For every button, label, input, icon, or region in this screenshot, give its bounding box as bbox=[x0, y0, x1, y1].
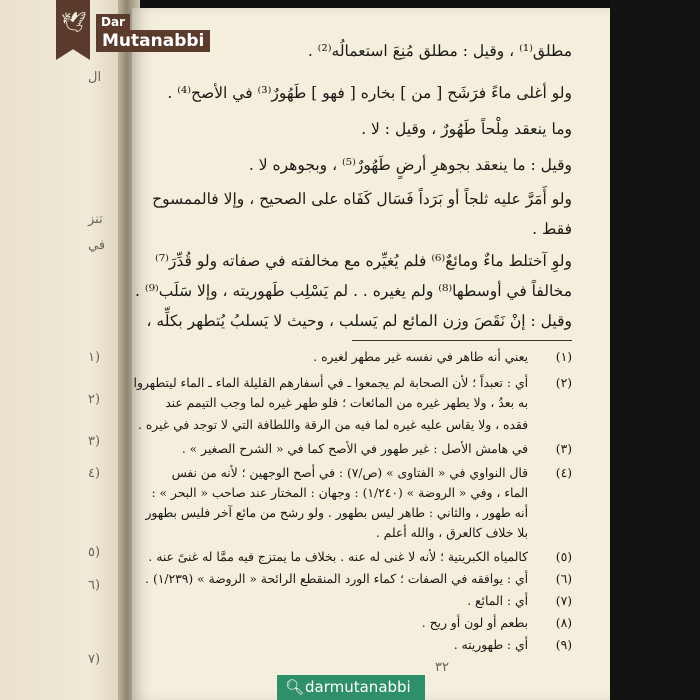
footnote-number: (٥) bbox=[555, 550, 572, 564]
footnote-number: (٧) bbox=[555, 594, 572, 608]
margin-fragment: (٥ bbox=[88, 545, 101, 560]
footnote-text: في هامش الأصل : غير طهور في الأصح كما في « الشرح الصغير » . bbox=[181, 442, 528, 456]
margin-fragment: في bbox=[88, 238, 106, 253]
facing-page bbox=[0, 0, 128, 700]
page-number: ٣٢ bbox=[435, 660, 449, 675]
search-icon: 🔍︎ bbox=[285, 678, 305, 696]
footnote-text: يعني أنه طاهر في نفسه غير مطهر لغيره . bbox=[313, 350, 528, 364]
margin-fragment: (٤ bbox=[88, 466, 101, 481]
margin-fragment: (١ bbox=[88, 350, 101, 365]
footnote-text: أي : طهوريته . bbox=[453, 638, 528, 652]
footnote-number: (٤) bbox=[555, 466, 572, 480]
margin-fragment: ال bbox=[88, 70, 102, 85]
footnote-continuation: به بعدُ ، ولا يطهر غيره من المائعات ؛ فلو طهر غيره لما وجب التيمم عند bbox=[165, 396, 528, 410]
footnote-number: (٢) bbox=[555, 376, 572, 390]
footnote-number: (٦) bbox=[555, 572, 572, 586]
margin-fragment: (٣ bbox=[88, 434, 101, 449]
footnote-continuation: فقده ، ولا يقاس عليه غيره لما فيه من الرقة واللطافة التي لا توجد في غيره . bbox=[138, 418, 528, 432]
main-text-line: وقيل : ما ينعقد بجوهرِ أرضٍ طَهُورٌ⁽⁵⁾ ، وبجوهره لا . bbox=[248, 156, 572, 174]
background bbox=[610, 0, 700, 700]
margin-fragment: (٦ bbox=[88, 578, 101, 593]
brand-logo bbox=[56, 0, 226, 62]
watermark-badge bbox=[277, 675, 425, 700]
dove-icon: 🕊 bbox=[61, 10, 87, 34]
watermark-text: darmutanabbi bbox=[305, 678, 411, 696]
main-text-line: مطلق⁽¹⁾ ، وقيل : مطلق مُنِعَ استعمالُه⁽²⁾ . bbox=[307, 42, 572, 60]
footnote-text: بطعم أو لون أو ريح . bbox=[421, 616, 528, 630]
margin-fragment: تنز bbox=[88, 212, 103, 227]
footnote-number: (٣) bbox=[555, 442, 572, 456]
book-page bbox=[132, 8, 610, 700]
brand-name: Mutanabbi bbox=[96, 30, 210, 52]
margin-fragment: (٢ bbox=[88, 392, 101, 407]
margin-fragment: (٧ bbox=[88, 652, 101, 667]
footnote-text: أي : تعبداً ؛ لأن الصحابة لم يجمعوا ـ في أسفارهم القليلة الماء ـ الماء ليتطهروا bbox=[133, 376, 528, 390]
main-text-line: ولو أَمَرَّ عليه ثلجاً أو بَرَداً فَسَال كَفَاه على الصحيح ، وإلا فالممسوح bbox=[152, 190, 572, 208]
footnote-number: (٩) bbox=[555, 638, 572, 652]
main-text-line: مخالفاً في أوسطها⁽⁸⁾ ولم يغيره . . لم يَسْلِب طَهوريته ، وإلا سَلَب⁽⁹⁾ . bbox=[135, 282, 572, 300]
main-text-line: ولو أغلى ماءً فرَشَح [ من ] بخاره [ فهو ] طَهُورٌ⁽³⁾ في الأصح⁽⁴⁾ . bbox=[167, 84, 572, 102]
main-text-line: ولوِ آختلط ماءٌ ومائعٌ⁽⁶⁾ فلم يُغيِّره مع مخالفته في صفاته ولو قُدِّرَ⁽⁷⁾ bbox=[155, 252, 572, 270]
main-text-line: فقط . bbox=[532, 220, 572, 238]
main-text-line: وما ينعقد مِلْحاً طَهُورٌ ، وقيل : لا . bbox=[361, 120, 572, 138]
footnote-text: أي : يوافقه في الصفات ؛ كماء الورد المنقطع الرائحة « الروضة » (١/٢٣٩) . bbox=[145, 572, 528, 586]
footnote-number: (٨) bbox=[555, 616, 572, 630]
footnote-divider bbox=[352, 340, 572, 341]
main-text-line: وقيل : إنْ نَقَصَ وزن المائع لم يَسلب ، وحيث لا يَسلبُ يُتطهر بكلِّه ، bbox=[146, 312, 572, 330]
footnote-text: كالمياه الكبريتية ؛ لأنه لا غنى له عنه . بخلاف ما يمتزج فيه ممَّا له غنىً عنه . bbox=[148, 550, 528, 564]
footnote-continuation: أنه طهور ، والثاني : طاهر ليس بطهور . ولو رشح من مائع آخر فليس بطهور bbox=[145, 506, 528, 520]
footnote-text: أي : المائع . bbox=[467, 594, 528, 608]
footnote-text: قال النواوي في « الفتاوى » (ص/٧) : في أصح الوجهين ؛ لأنه من نفس bbox=[171, 466, 528, 480]
footnote-continuation: الماء ، وفي « الروضة » (١/٢٤٠) : وجهان : المختار عند صاحب « البحر » : bbox=[151, 486, 528, 500]
brand-top: Dar bbox=[96, 14, 130, 30]
footnote-continuation: بلا خلاف كالعرق ، والله أعلم . bbox=[375, 526, 528, 540]
footnote-number: (١) bbox=[555, 350, 572, 364]
